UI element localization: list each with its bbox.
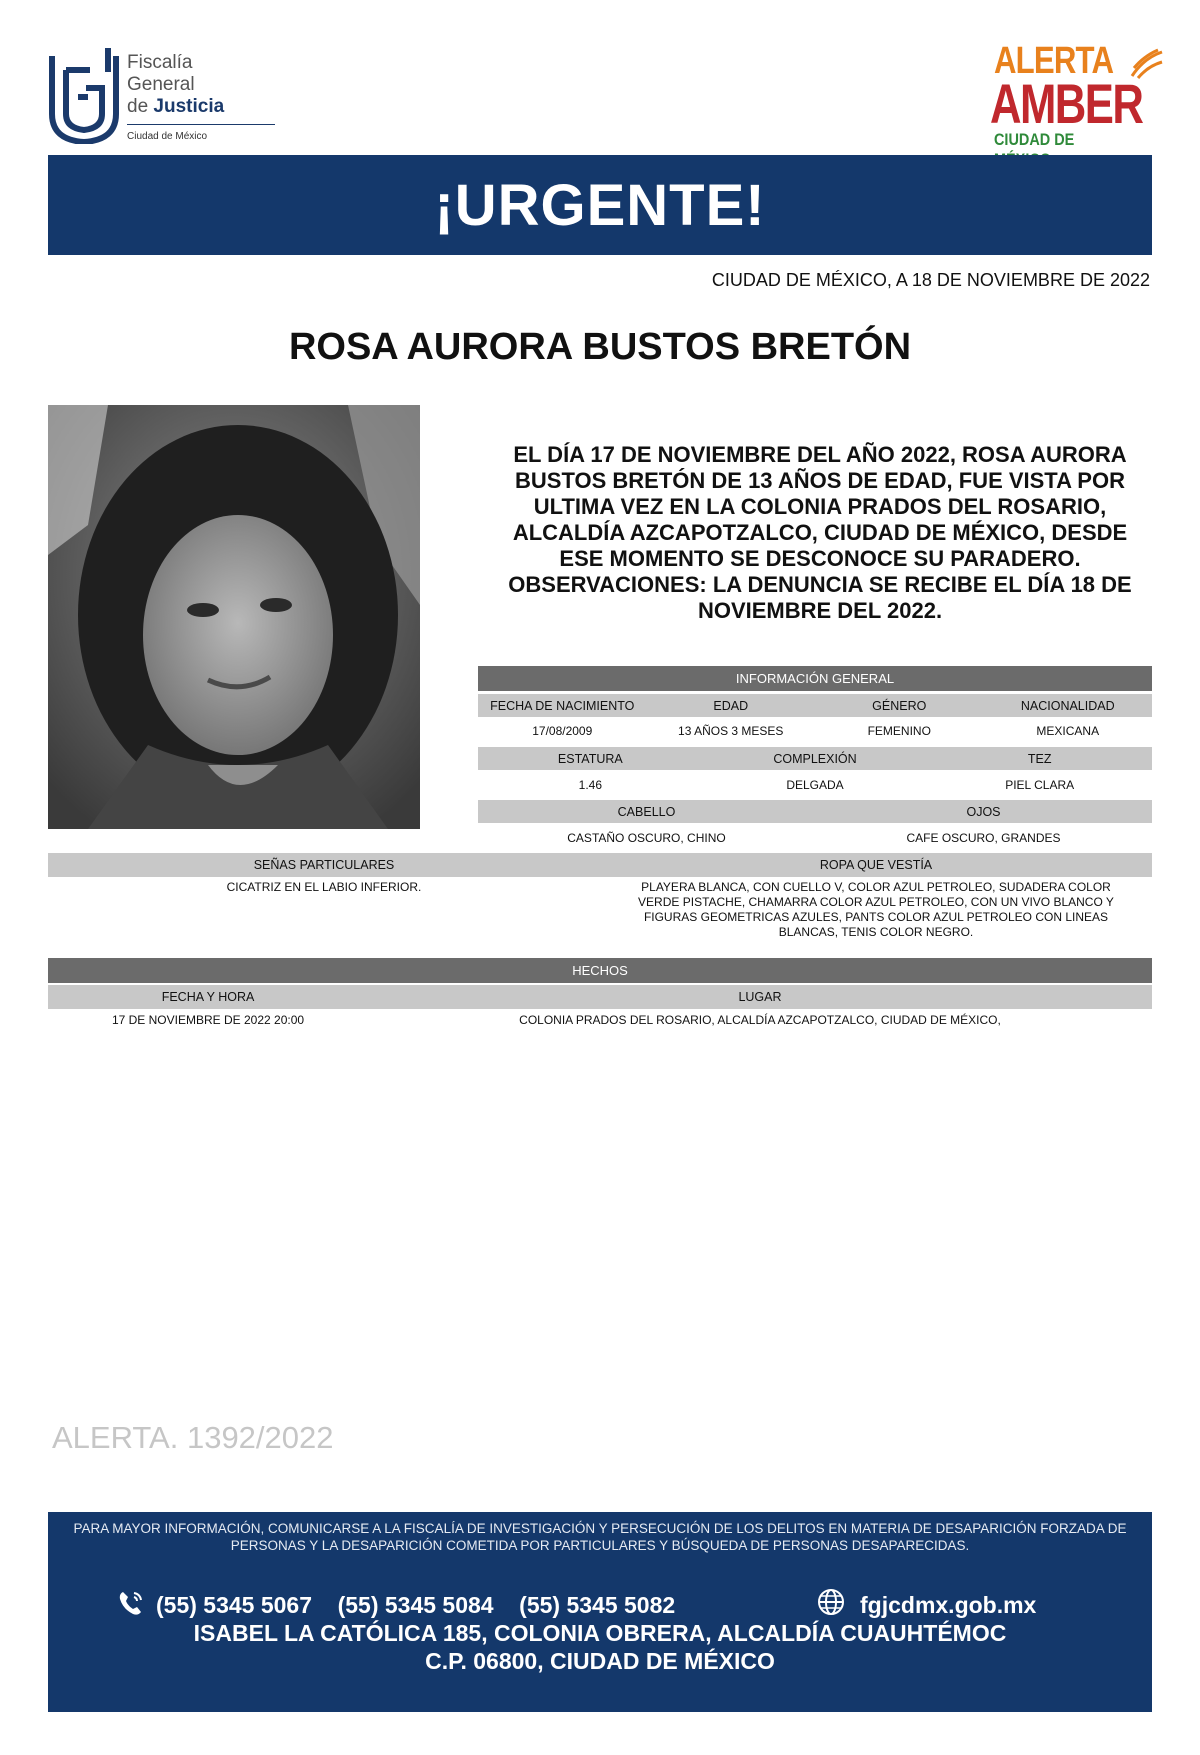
hair-value: CASTAÑO OSCURO, CHINO (567, 831, 726, 845)
info-row3-values (478, 827, 1152, 849)
hechos-values (48, 1010, 1152, 1030)
age-value: 13 AÑOS 3 MESES (678, 724, 784, 738)
eyes-label: OJOS (966, 804, 1001, 819)
urgent-title: ¡URGENTE! (434, 172, 766, 238)
place-label: LUGAR (738, 990, 782, 1004)
complexion-label: TEZ (1027, 751, 1052, 766)
date-time-value: 17 DE NOVIEMBRE DE 2022 20:00 (111, 1013, 305, 1027)
info-row1-values (478, 720, 1152, 742)
marks-clothing-headers (48, 853, 1152, 877)
hechos-header (48, 958, 1152, 983)
info-row3-headers (478, 800, 1152, 823)
age-label: EDAD (713, 698, 749, 713)
footer-info-text: PARA MAYOR INFORMACIÓN, COMUNICARSE A LA FISCALÍA DE INVESTIGACIÓN Y PERSECUCIÓN DE LOS DELITOS EN MATERIA DE DESAPARICIÓN FORZADA DE PERSONAS Y LA DESAPARICIÓN COMETIDA POR PARTICULARES Y BÚSQUEDA DE PERSONAS DESAPARECIDAS. (73, 1521, 1127, 1553)
eyes-value: CAFE OSCURO, GRANDES (906, 831, 1061, 845)
amber-swoosh-icon (1128, 46, 1164, 82)
gender-label: GÉNERO (872, 698, 927, 713)
info-general-title: INFORMACIÓN GENERAL (735, 671, 895, 686)
org-divider (127, 124, 275, 125)
contact-footer (48, 1512, 1152, 1712)
amber-word-amber: AMBER (990, 72, 1143, 135)
height-label: ESTATURA (557, 751, 623, 766)
org-line3-bold: Justicia (153, 96, 225, 117)
clothing-cell (600, 880, 1152, 940)
clothing-label: ROPA QUE VESTÍA (819, 858, 933, 872)
address-line1: ISABEL LA CATÓLICA 185, COLONIA OBRERA, ALCALDÍA CUAUHTÉMOC (193, 1620, 1007, 1646)
distinguishing-marks-value: CICATRIZ EN EL LABIO INFERIOR. (226, 880, 422, 894)
build-label: COMPLEXIÓN (773, 751, 857, 766)
globe-icon (814, 1585, 848, 1619)
phone-number-3[interactable]: (55) 5345 5082 (519, 1592, 676, 1618)
gender-value: FEMENINO (867, 724, 931, 738)
amber-word-city: CIUDAD DE (994, 130, 1075, 149)
build-value: DELGADA (786, 778, 844, 792)
info-row2-headers (478, 747, 1152, 770)
nationality-label: NACIONALIDAD (1020, 698, 1115, 713)
birthdate-value: 17/08/2009 (532, 724, 593, 738)
hechos-title: HECHOS (572, 963, 628, 978)
alert-number: ALERTA. 1392/2022 (52, 1420, 334, 1455)
phone-numbers (156, 1592, 675, 1619)
marks-clothing-values (48, 880, 1152, 940)
phone-number-1[interactable]: (55) 5345 5067 (156, 1592, 313, 1618)
clothing-value: PLAYERA BLANCA, CON CUELLO V, COLOR AZUL PETROLEO, SUDADERA COLOR VERDE PISTACHE, CHAMARRA COLOR AZUL PETROLEO, CON UN VIVO BLANCO Y FIGURAS GEOMETRICAS AZULES, PANTS COLOR AZUL PETROLEO CON LINEAS BLANCAS, TENIS COLOR NEGRO. (638, 880, 1114, 939)
place-value: COLONIA PRADOS DEL ROSARIO, ALCALDÍA AZCAPOTZALCO, CIUDAD DE MÉXICO, (519, 1013, 1001, 1027)
nationality-value: MEXICANA (1036, 724, 1100, 738)
urgent-banner (48, 155, 1152, 255)
alerta-amber-logo (990, 40, 1160, 150)
address-line2: C.P. 06800, CIUDAD DE MÉXICO (425, 1648, 775, 1674)
info-row1-headers (478, 694, 1152, 717)
date-line: CIUDAD DE MÉXICO, A 18 DE NOVIEMBRE DE 2022 (711, 270, 1150, 290)
phone-icon (116, 1588, 146, 1618)
height-value: 1.46 (578, 778, 603, 792)
info-general-header (478, 666, 1152, 691)
missing-person-photo (48, 405, 420, 829)
amber-word-alerta: ALERTA (994, 40, 1114, 82)
fgj-emblem-icon (48, 44, 120, 144)
distinguishing-marks-label: SEÑAS PARTICULARES (253, 858, 395, 872)
phone-number-2[interactable]: (55) 5345 5084 (337, 1592, 494, 1618)
person-name: ROSA AURORA BUSTOS BRETÓN (288, 326, 912, 368)
org-line3 (127, 96, 224, 118)
fgj-logo (48, 44, 248, 144)
website-link[interactable]: fgjcdmx.gob.mx (860, 1592, 1037, 1618)
case-description: EL DÍA 17 DE NOVIEMBRE DEL AÑO 2022, ROSA AURORA BUSTOS BRETÓN DE 13 AÑOS DE EDAD, FUE VISTA POR ULTIMA VEZ EN LA COLONIA PRADOS DEL ROSARIO, ALCALDÍA AZCAPOTZALCO, CIUDAD DE MÉXICO, DESDE ESE MOMENTO SE DESCONOCE SU PARADERO. OBSERVACIONES: LA DENUNCIA SE RECIBE EL DÍA 18 DE NOVIEMBRE DEL 2022. (508, 442, 1132, 623)
info-row2-values (478, 774, 1152, 796)
org-line2: General (127, 74, 195, 95)
org-line1: Fiscalía (127, 52, 193, 73)
hair-label: CABELLO (617, 804, 676, 819)
complexion-value: PIEL CLARA (1005, 778, 1075, 792)
birthdate-label: FECHA DE NACIMIENTO (490, 698, 635, 713)
hechos-column-headers (48, 985, 1152, 1009)
date-time-label: FECHA Y HORA (161, 990, 255, 1004)
org-subtitle: Ciudad de México (127, 131, 208, 142)
org-line3-prefix: de (127, 96, 154, 117)
